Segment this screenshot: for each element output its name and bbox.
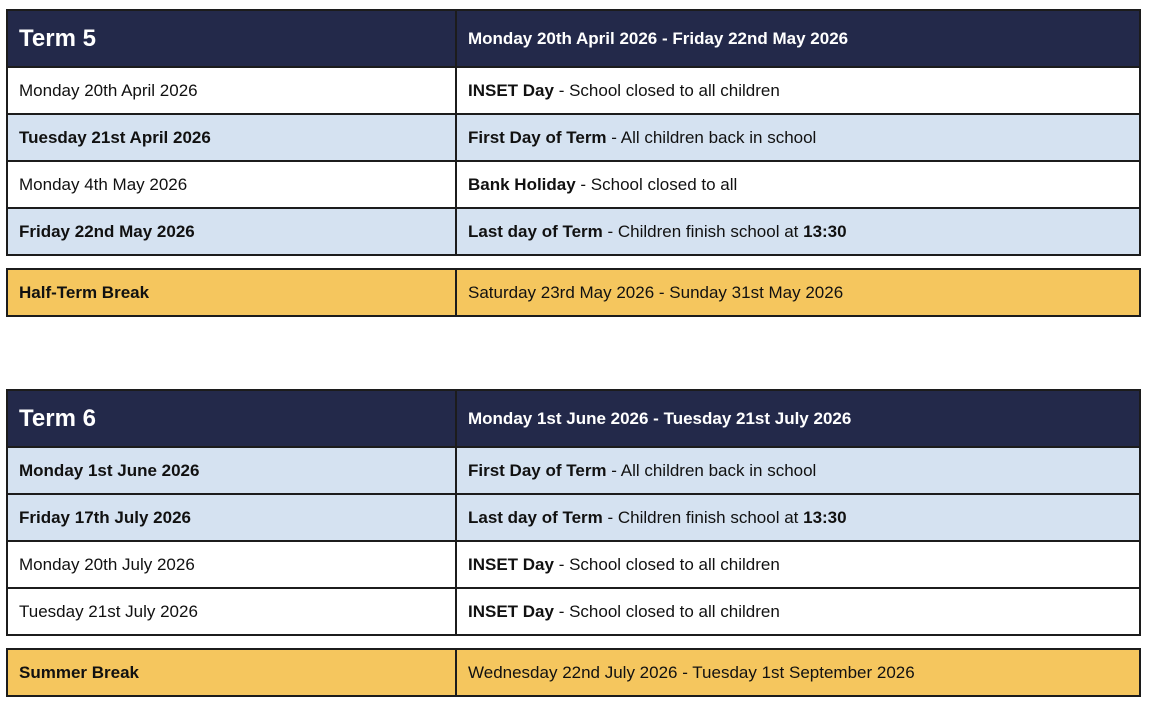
break-row bbox=[7, 269, 1140, 316]
event-name: INSET Day bbox=[468, 601, 554, 621]
break-label: Half-Term Break bbox=[7, 269, 456, 316]
table-row bbox=[7, 494, 1140, 541]
term-title: Term 6 bbox=[7, 390, 456, 447]
term-6-table bbox=[6, 389, 1141, 636]
row-date: Tuesday 21st July 2026 bbox=[7, 588, 456, 635]
row-date: Tuesday 21st April 2026 bbox=[7, 114, 456, 161]
table-row bbox=[7, 541, 1140, 588]
term-header bbox=[7, 10, 1140, 67]
table-row bbox=[7, 67, 1140, 114]
table-row bbox=[7, 161, 1140, 208]
term-title: Term 5 bbox=[7, 10, 456, 67]
half-term-break-table bbox=[6, 268, 1141, 317]
event-name: First Day of Term bbox=[468, 460, 607, 480]
row-date: Monday 20th July 2026 bbox=[7, 541, 456, 588]
event-detail: - School closed to all children bbox=[553, 80, 780, 100]
event-detail: - School closed to all children bbox=[553, 554, 780, 574]
row-date: Monday 4th May 2026 bbox=[7, 161, 456, 208]
break-date-range: Saturday 23rd May 2026 - Sunday 31st May 2026 bbox=[456, 269, 1140, 316]
row-event bbox=[456, 588, 1140, 635]
break-date-range: Wednesday 22nd July 2026 - Tuesday 1st September 2026 bbox=[456, 649, 1140, 696]
row-event bbox=[456, 161, 1140, 208]
event-name: INSET Day bbox=[468, 554, 554, 574]
row-event bbox=[456, 114, 1140, 161]
event-name: Bank Holiday bbox=[468, 174, 576, 194]
break-row bbox=[7, 649, 1140, 696]
row-event bbox=[456, 494, 1140, 541]
term-date-range: Monday 1st June 2026 - Tuesday 21st July 2026 bbox=[456, 390, 1140, 447]
finish-time: 13:30 bbox=[803, 507, 847, 527]
event-detail: - All children back in school bbox=[606, 127, 817, 147]
row-event bbox=[456, 208, 1140, 255]
row-event bbox=[456, 541, 1140, 588]
term-header bbox=[7, 390, 1140, 447]
table-row bbox=[7, 208, 1140, 255]
break-label: Summer Break bbox=[7, 649, 456, 696]
term-date-range: Monday 20th April 2026 - Friday 22nd May 2026 bbox=[456, 10, 1140, 67]
row-date: Friday 22nd May 2026 bbox=[7, 208, 456, 255]
event-detail: - Children finish school at bbox=[602, 221, 804, 241]
row-event bbox=[456, 67, 1140, 114]
event-detail: - All children back in school bbox=[606, 460, 817, 480]
event-detail: - School closed to all bbox=[575, 174, 738, 194]
event-name: INSET Day bbox=[468, 80, 554, 100]
row-date: Monday 20th April 2026 bbox=[7, 67, 456, 114]
event-detail: - Children finish school at bbox=[602, 507, 804, 527]
event-detail: - School closed to all children bbox=[553, 601, 780, 621]
table-row bbox=[7, 447, 1140, 494]
row-event bbox=[456, 447, 1140, 494]
event-name: Last day of Term bbox=[468, 507, 603, 527]
term-5-table bbox=[6, 9, 1141, 256]
table-row bbox=[7, 114, 1140, 161]
table-row bbox=[7, 588, 1140, 635]
row-date: Monday 1st June 2026 bbox=[7, 447, 456, 494]
summer-break-table bbox=[6, 648, 1141, 697]
finish-time: 13:30 bbox=[803, 221, 847, 241]
row-date: Friday 17th July 2026 bbox=[7, 494, 456, 541]
event-name: First Day of Term bbox=[468, 127, 607, 147]
event-name: Last day of Term bbox=[468, 221, 603, 241]
